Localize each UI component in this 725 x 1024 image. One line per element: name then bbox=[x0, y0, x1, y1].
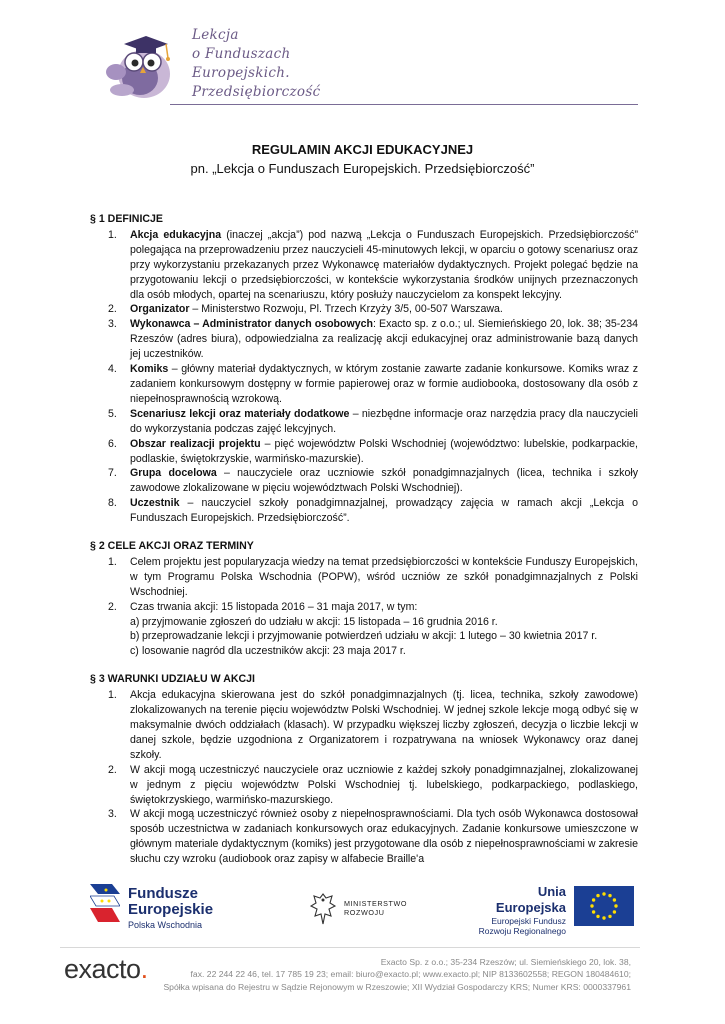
list-item: 3. Wykonawca – Administrator danych osobowych: Exacto sp. z o.o.; ul. Siemieńskiego 20, lok. 38; 35-234 Rzeszów (adres biura), odpowiedzialna za realizację akcji edukacyjnej oraz administrowanie bazą danych jej uczestników. bbox=[108, 318, 638, 361]
eu-fund-line: Rozwoju Regionalnego bbox=[478, 926, 566, 936]
list-item: 4. Komiks – główny materiał dydaktycznych, w którym zostanie zawarte zadanie konkursowe. Komiks wraz z zadaniem konkursowym dostępny w formie papierowej oraz w formie audiobooka, dostosowany dla osób z niepełnosprawnością wzrokową. bbox=[108, 363, 638, 405]
ministry-name-line: ROZWOJU bbox=[344, 908, 385, 917]
ministry-logo bbox=[310, 892, 440, 932]
list-item: 1. Akcja edukacyjna skierowana jest do szkół ponadgimnazjalnych (tj. licea, technika, szkoły zawodowe) zlokalizowanych na terenie pięciu województw Polski Wschodniej. W jednej szkole lekcje mogą odbyć się w maksymalnie dwóch oddziałach (klasach). W przypadku większej liczby zgłoszeń, decyzja o liczbie lekcji w danej szkole, będzie uzgodniona z Organizatorem i rozpatrywana na wniosek Wykonawcy oraz danej szkoły. bbox=[108, 689, 638, 761]
list-item: 6. Obszar realizacji projektu – pięć województw Polski Wschodniej (województwo: lubelskie, podkarpackie, podlaskie, świętokrzyskie, warmińsko-mazurskie). bbox=[108, 437, 638, 465]
list-item: 5. Scenariusz lekcji oraz materiały dodatkowe – niezbędne informacje oraz narzędzia pracy dla nauczycieli do wykorzystania podczas zajęć lekcyjnych. bbox=[108, 407, 638, 435]
eu-fund-line: Europejski Fundusz bbox=[491, 916, 566, 926]
document-title: REGULAMIN AKCJI EDUKACYJNEJ bbox=[251, 142, 474, 157]
address-line: fax. 22 244 22 46, tel. 17 785 19 23; email: biuro@exacto.pl; www.exacto.pl; NIP 8133602558; REGON 180484610; bbox=[190, 969, 631, 980]
fe-flag-icon bbox=[90, 884, 120, 922]
funding-logos bbox=[88, 880, 643, 942]
eu-title: Unia Europejska bbox=[495, 884, 566, 915]
page-header bbox=[100, 22, 640, 110]
list-item: 1. Celem projektu jest popularyzacja wiedzy na temat przedsiębiorczości w kontekście Funduszy Europejskich, w tym Programu Polska Wschodnia (POPW), wśród uczniów ze szkół ponadgimnazjalnych z Polski Wschodniej. bbox=[108, 555, 638, 598]
sub-list-item: c) losowanie nagród dla uczestników akcji: 23 maja 2017 r. bbox=[130, 645, 406, 658]
campaign-logo-text bbox=[192, 26, 320, 102]
logo-line: o Funduszach bbox=[192, 46, 291, 62]
logo-line: Przedsiębiorczość bbox=[192, 84, 321, 100]
address-line: Exacto Sp. z o.o.; 35-234 Rzeszów; ul. Siemieńskiego 20, lok. 38, bbox=[380, 957, 631, 967]
list-item: 2. Czas trwania akcji: 15 listopada 2016 – 31 maja 2017, w tym: a) przyjmowanie zgłoszeń do udziału w akcji: 15 listopada – 16 grudnia 2016 r. b) przeprowadzanie lekcji i przyjmowanie potwierdzeń udziału w akcji: 1 lutego – 30 kwietnia 2017 r. c) losowanie nagród dla uczestników akcji: 23 maja 2017 r. bbox=[90, 600, 638, 660]
conditions-list bbox=[90, 688, 638, 867]
section-heading: § 2 CELE AKCJI ORAZ TERMINY bbox=[90, 540, 254, 553]
logo-line: Lekcja bbox=[192, 27, 239, 43]
eu-logo bbox=[466, 884, 636, 938]
list-item: 2. Organizator – Ministerstwo Rozwoju, Pl. Trzech Krzyży 3/5, 00-507 Warszawa. bbox=[108, 303, 503, 316]
sub-list bbox=[130, 615, 638, 660]
sub-list-item: a) przyjmowanie zgłoszeń do udziału w akcji: 15 listopada – 16 grudnia 2016 r. bbox=[130, 615, 498, 628]
logo-line: Europejskich. bbox=[192, 65, 290, 81]
list-item: 1. Akcja edukacyjna (inaczej „akcja”) pod nazwą „Lekcja o Funduszach Europejskich. Przedsiębiorczość” polegająca na przeprowadzeniu przez nauczycieli 45-minutowych lekcji, w oparciu o gotowy scenariusz oraz przy wykorzystaniu przekazanych przez Wykonawcę materiałów dydaktycznych. Projekt polegać będzie na przygotowaniu lekcji o przedsiębiorczości, w kontekście wykorzystania środków unijnych przeznaczonych dla osób młodych, opartej na scenariuszu, który posłuży nauczycielom za konspekt lekcyjny. bbox=[108, 228, 638, 301]
section-heading: § 1 DEFINICJE bbox=[90, 213, 164, 225]
footer-divider bbox=[60, 947, 640, 948]
list-item: 3. W akcji mogą uczestniczyć również osoby z niepełnosprawnościami. Dla tych osób Wykonawca dostosował sposób uczestnictwa w zadaniach konkursowych oraz edukacyjnych. Zadanie konkursowe umieszczone w głównym materiale dydaktycznym (komiks) jest przygotowane dla osób z niepełnosprawnościami w zakresie słuchu czy wzroku (audiobook oraz zapisy w alfabecie Braille'a bbox=[108, 808, 638, 866]
definitions-list bbox=[90, 228, 638, 526]
list-item: 2. W akcji mogą uczestniczyć nauczyciele oraz uczniowie z każdej szkoły ponadgimnazjalnej, zlokalizowanej w jednym z pięciu województw Polski Wschodniej tj. lubelskiego, podkarpackiego, podlaskiego, świętokrzyskiego, warmińsko-mazurskiego. bbox=[108, 763, 638, 806]
goals-list bbox=[90, 555, 638, 659]
company-address bbox=[163, 956, 631, 993]
section-heading: § 3 WARUNKI UDZIAŁU W AKCJI bbox=[90, 673, 255, 686]
sub-list-item: b) przeprowadzanie lekcji i przyjmowanie potwierdzeń udziału w akcji: 1 lutego – 30 kwietnia 2017 r. bbox=[130, 630, 598, 643]
header-divider bbox=[170, 104, 638, 105]
owl-mascot-icon bbox=[100, 22, 186, 102]
list-item: 8. Uczestnik – nauczyciel szkoły ponadgimnazjalnej, prowadzący zajęcia w ramach akcji „Lekcja o Funduszach Europejskich. Przedsiębiorczość”. bbox=[108, 497, 638, 525]
fundusze-europejskie-logo bbox=[88, 880, 238, 940]
exacto-logo: exacto. bbox=[64, 954, 148, 984]
address-line: Spółka wpisana do Rejestru w Sądzie Rejonowym w Rzeszowie; XII Wydział Gospodarczy KRS; Numer KRS: 0000337961 bbox=[163, 981, 631, 992]
polish-eagle-icon bbox=[310, 892, 336, 926]
list-item: 7. Grupa docelowa – nauczyciele oraz uczniowie szkół ponadgimnazjalnych (licea, technika i szkoły zawodowe zlokalizowane w pięciu województwach Polski Wschodniej). bbox=[108, 467, 638, 495]
fe-title-line: Europejskie bbox=[128, 901, 214, 918]
document-body bbox=[90, 212, 638, 867]
eu-flag-icon bbox=[574, 886, 634, 926]
document-subtitle: pn. „Lekcja o Funduszach Europejskich. Przedsiębiorczość” bbox=[190, 161, 535, 176]
ministry-name-line: MINISTERSTWO bbox=[344, 899, 408, 908]
fe-program-name: Polska Wschodnia bbox=[128, 920, 203, 930]
fe-title-line: Fundusze bbox=[128, 885, 198, 902]
